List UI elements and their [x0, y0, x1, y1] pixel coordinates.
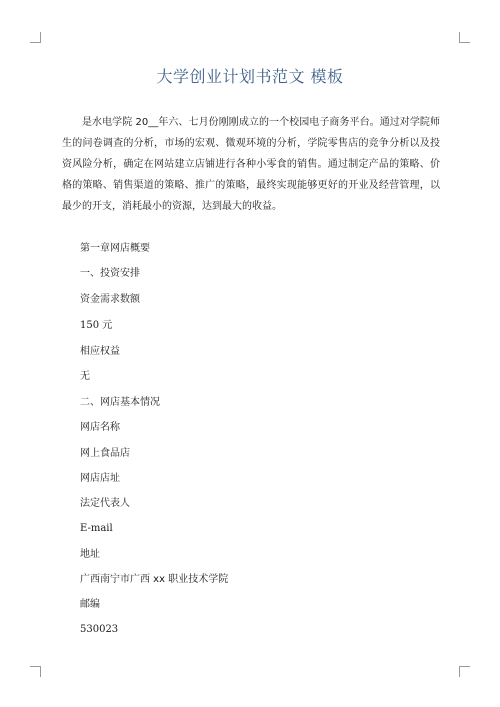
field-value-postcode: 530023 [80, 624, 119, 635]
document-title: 大学创业计划书范文 模板 [156, 67, 344, 86]
chapter-heading: 第一章网店概要 [80, 243, 150, 254]
field-label-email: E-mail [80, 523, 113, 534]
section-heading-basic-info: 二、网店基本情况 [80, 397, 160, 408]
field-value-funding: 150 元 [80, 320, 113, 331]
intro-paragraph: 是水电学院 20__年六、七月份刚刚成立的一个校园电子商务平台。通过对学院师生的问卷调查的分析，市场的宏观、微观环境的分析，学院零售店的竞争分析以及投资风险分析，确定在网站建立店铺进行各种小零食的销售。通过制定产品的策略、价格的策略、销售渠道的策略、推广的策略，最终实现能够更好的开业及经营管理，以最少的开支，消耗最小的资源，达到最大的收益。 [62, 117, 440, 212]
field-label-store-name: 网店名称 [80, 422, 120, 433]
field-value-equity: 无 [80, 371, 90, 382]
field-value-store-name: 网上食品店 [80, 448, 130, 459]
crop-mark-bottom-left [30, 666, 41, 677]
field-label-address: 地址 [80, 549, 100, 560]
section-heading-investment: 一、投资安排 [80, 268, 140, 279]
field-label-postcode: 邮编 [80, 599, 100, 610]
field-label-equity: 相应权益 [80, 346, 120, 357]
field-label-store-address: 网店店址 [80, 473, 120, 484]
field-label-legal-rep: 法定代表人 [80, 498, 130, 509]
crop-mark-top-right [459, 32, 470, 43]
field-value-address: 广西南宁市广西 xx 职业技术学院 [80, 574, 229, 585]
crop-mark-bottom-right [459, 666, 470, 677]
field-label-funding: 资金需求数额 [80, 294, 140, 305]
crop-mark-top-left [30, 32, 41, 43]
